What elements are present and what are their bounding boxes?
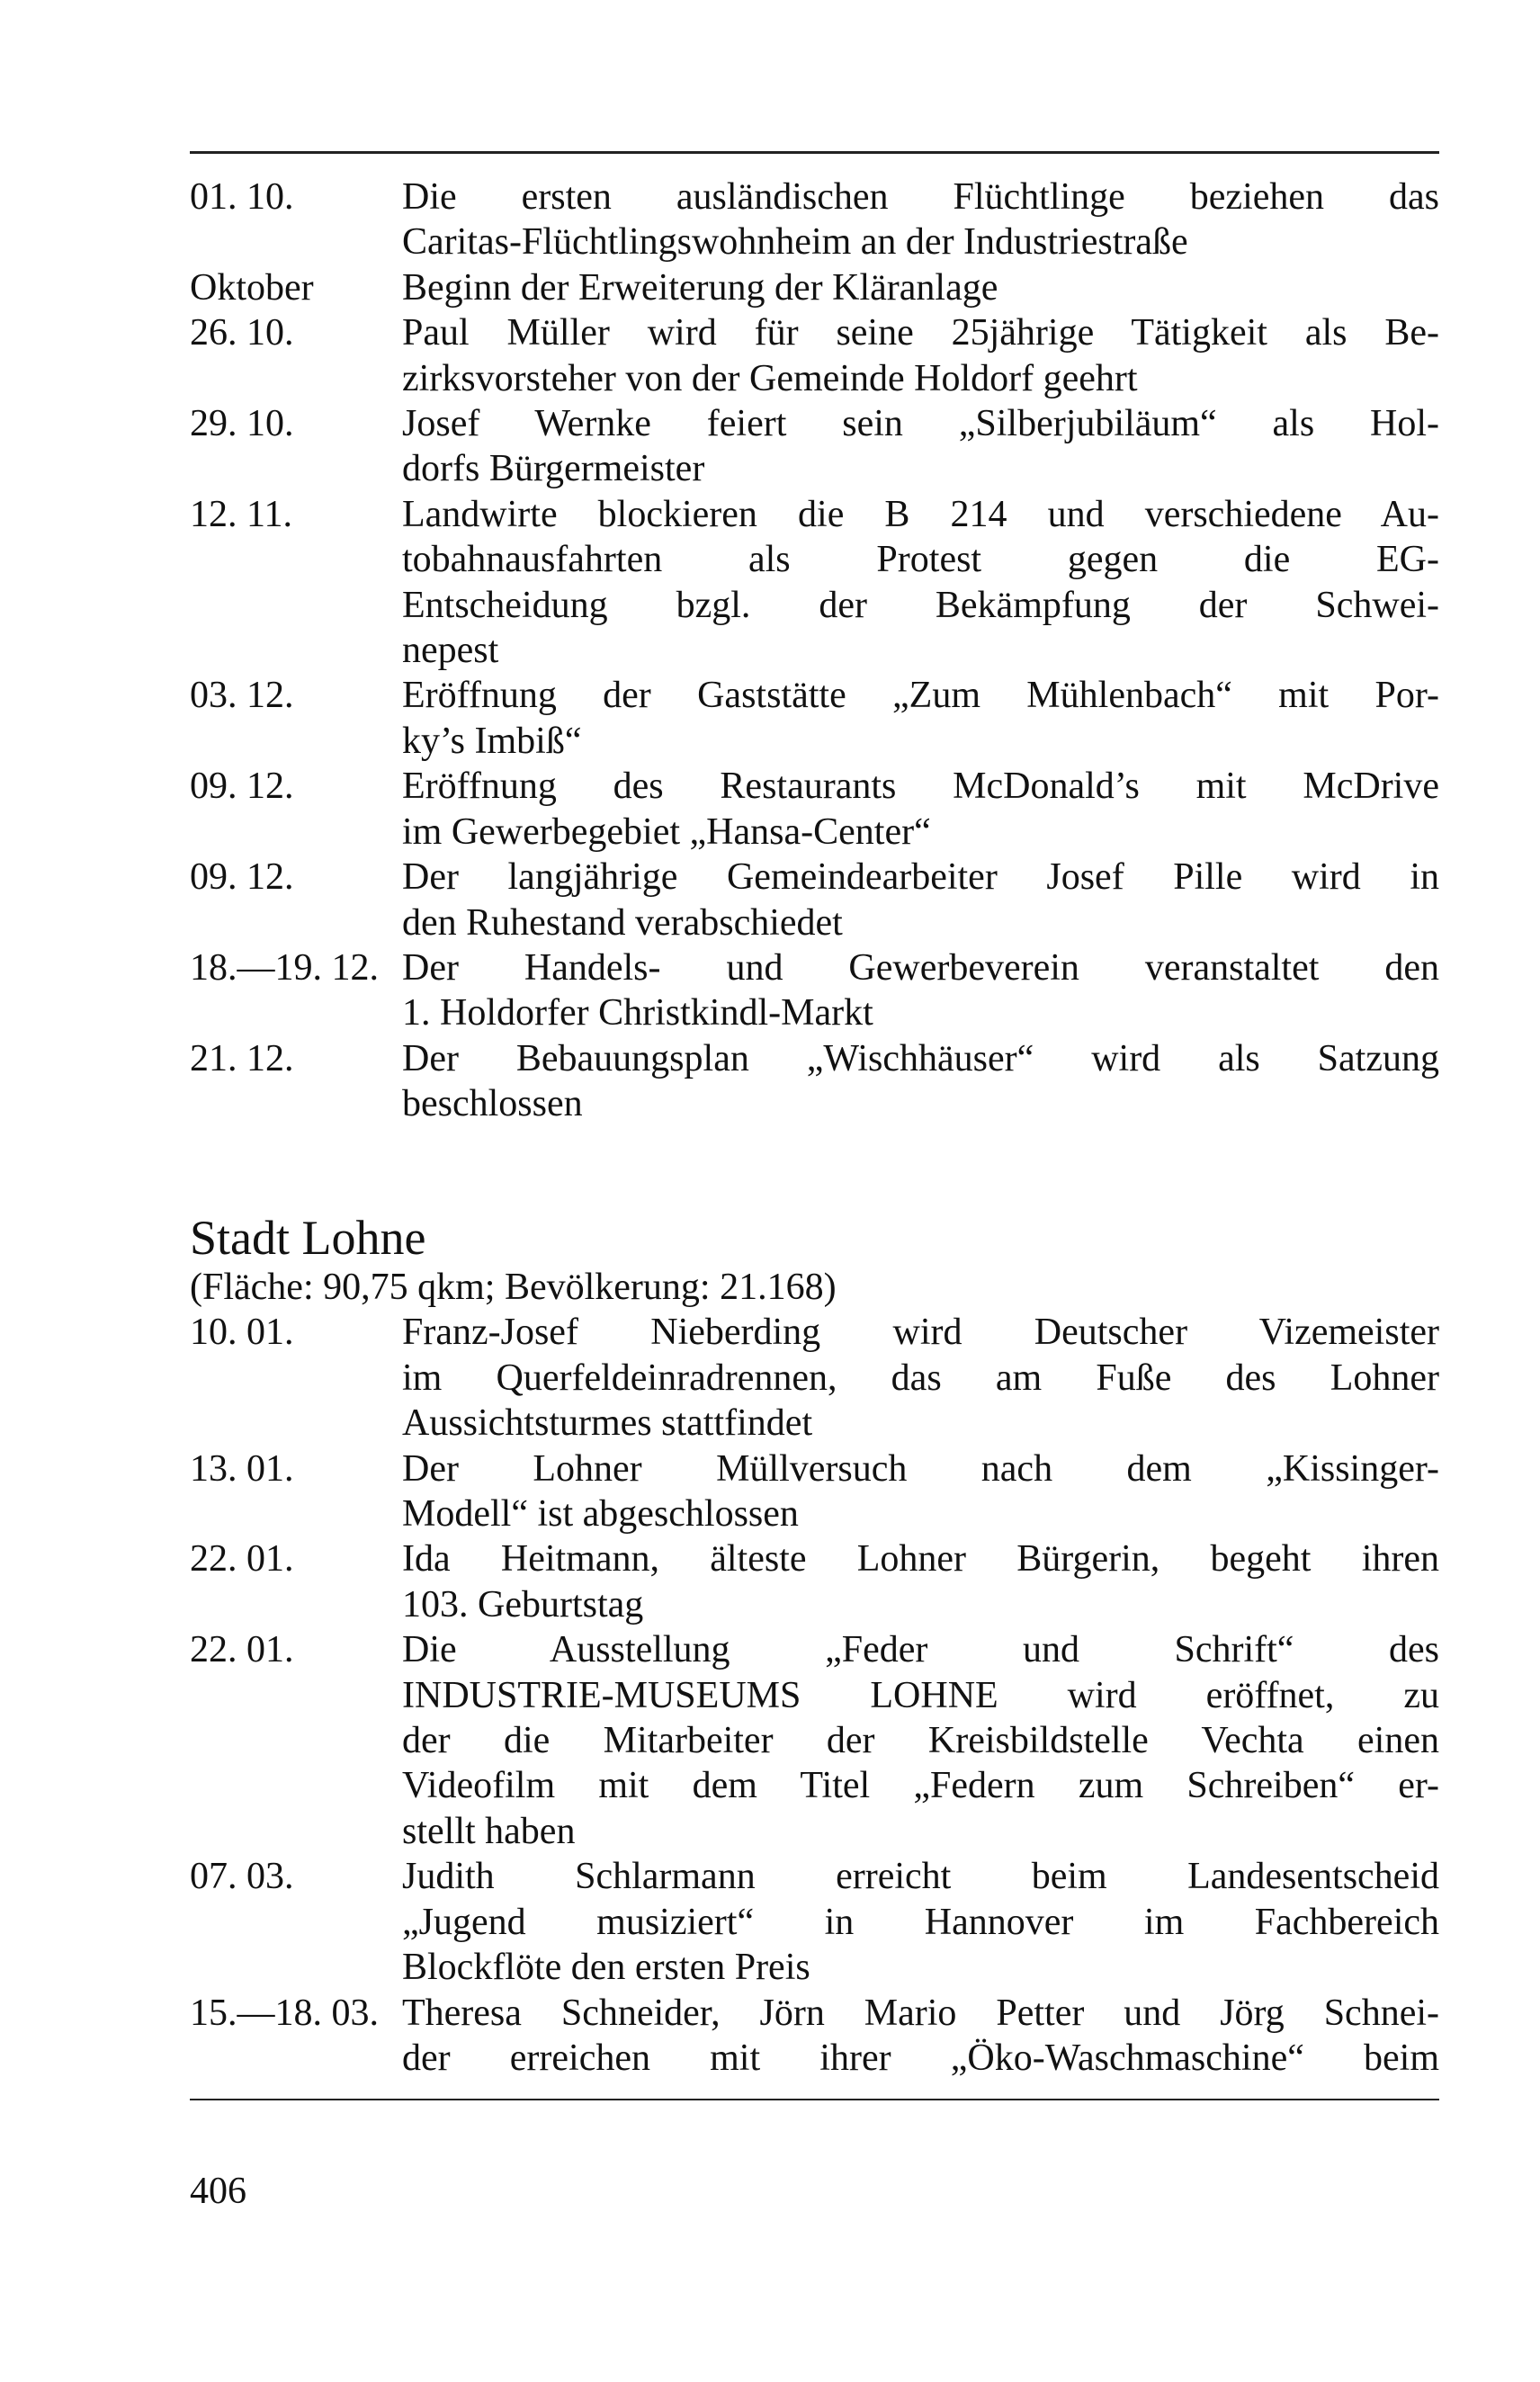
chronicle-section-holdorf [190, 175, 1439, 1127]
entry-date: Oktober [190, 266, 314, 309]
top-rule [190, 151, 1439, 154]
chronicle-entry [190, 855, 1439, 945]
entry-text-line: Der Lohner Müllversuch nach dem „Kissinger- [402, 1447, 1439, 1490]
entry-date: 12. 11. [190, 493, 292, 535]
entry-text-line: Die Ausstellung „Feder und Schrift“ des [402, 1629, 1439, 1671]
entry-text-line: Caritas-Flüchtlingswohnheim an der Industriestraße [402, 221, 1188, 264]
entry-text-line: den Ruhestand verabschiedet [402, 901, 843, 944]
entry-text-line: Der langjährige Gemeindearbeiter Josef Pille wird in [402, 856, 1439, 899]
entry-text [402, 1627, 1439, 1854]
entry-text-line: stellt haben [402, 1810, 576, 1852]
entry-text-line: Theresa Schneider, Jörn Mario Petter und Jörg Schnei- [402, 1992, 1439, 2034]
entry-date: 22. 01. [190, 1629, 294, 1671]
entry-date: 07. 03. [190, 1856, 294, 1898]
entry-text-line: Modell“ ist abgeschlossen [402, 1493, 799, 1536]
chronicle-entry [190, 492, 1439, 674]
entry-text-line: Franz-Josef Nieberding wird Deutscher Vizemeister [402, 1312, 1439, 1354]
entry-text-line: Ida Heitmann, älteste Lohner Bürgerin, begeht ihren [402, 1538, 1439, 1581]
entry-text-line: der die Mitarbeiter der Kreisbildstelle Vechta einen [402, 1720, 1439, 1762]
entry-text-line: Paul Müller wird für seine 25jährige Tätigkeit als Be- [402, 312, 1439, 354]
bottom-rule [190, 2099, 1439, 2100]
entry-date: 21. 12. [190, 1037, 294, 1079]
entry-text-line: Aussichtsturmes stattfindet [402, 1402, 813, 1445]
entry-text [402, 1036, 1439, 1127]
entry-date: 13. 01. [190, 1447, 294, 1490]
entry-text [402, 673, 1439, 764]
entry-text [402, 945, 1439, 1036]
entry-text [402, 1446, 1439, 1537]
entry-text [402, 401, 1439, 492]
entry-text-line: im Querfeldeinradrennen, das am Fuße des Lohner [402, 1357, 1439, 1399]
entry-date: 26. 10. [190, 312, 294, 354]
entry-text-line: Videofilm mit dem Titel „Federn zum Schreiben“ er- [402, 1765, 1439, 1807]
entry-text-line: nepest [402, 630, 499, 672]
chronicle-entry [190, 673, 1439, 764]
entry-date: 18.—19. 12. [190, 946, 379, 989]
chronicle-entry [190, 310, 1439, 401]
entry-text [402, 265, 1439, 310]
entry-text-line: Entscheidung bzgl. der Bekämpfung der Schwei- [402, 584, 1439, 626]
chronicle-entry [190, 945, 1439, 1036]
entry-date: 01. 10. [190, 176, 294, 218]
entry-date: 03. 12. [190, 675, 294, 717]
entry-text-line: Die ersten ausländischen Flüchtlinge beziehen das [402, 176, 1439, 218]
chronicle-entry [190, 764, 1439, 855]
section-heading: Stadt Lohne [190, 1211, 426, 1265]
chronicle-section-lohne [190, 1265, 1439, 2081]
entry-text [402, 492, 1439, 674]
chronicle-entry [190, 1036, 1439, 1127]
entry-text-line: Beginn der Erweiterung der Kläranlage [402, 266, 998, 309]
chronicle-entry [190, 1627, 1439, 1854]
entry-text-line: der erreichen mit ihrer „Öko-Waschmaschine“ beim [402, 2037, 1439, 2079]
entry-text [402, 855, 1439, 945]
entry-text [402, 310, 1439, 401]
entry-date: 09. 12. [190, 766, 294, 808]
chronicle-entry [190, 1991, 1439, 2082]
entry-text-line: Eröffnung des Restaurants McDonald’s mit McDrive [402, 766, 1439, 808]
section-meta: (Fläche: 90,75 qkm; Bevölkerung: 21.168) [190, 1267, 837, 1308]
chronicle-entry [190, 1310, 1439, 1446]
entry-text [402, 1536, 1439, 1627]
entry-text [402, 175, 1439, 265]
entry-text-line: dorfs Bürgermeister [402, 448, 705, 490]
entry-text [402, 1310, 1439, 1446]
entry-text-line: im Gewerbegebiet „Hansa-Center“ [402, 810, 931, 853]
entry-text-line: „Jugend musiziert“ in Hannover im Fachbereich [402, 1901, 1439, 1943]
entry-date: 29. 10. [190, 403, 294, 445]
chronicle-entry [190, 1446, 1439, 1537]
entry-text-line: INDUSTRIE-MUSEUMS LOHNE wird eröffnet, zu [402, 1674, 1439, 1716]
entry-date: 22. 01. [190, 1538, 294, 1581]
entry-text-line: ky’s Imbiß“ [402, 720, 582, 762]
entry-text-line: Der Handels- und Gewerbeverein veranstaltet den [402, 946, 1439, 989]
entry-text [402, 1991, 1439, 2082]
entry-text-line: Landwirte blockieren die B 214 und verschiedene Au- [402, 493, 1439, 535]
entry-date: 15.—18. 03. [190, 1992, 379, 2034]
entry-text-line: zirksvorsteher von der Gemeinde Holdorf geehrt [402, 357, 1138, 399]
entry-text-line: Blockflöte den ersten Preis [402, 1947, 810, 1989]
page-number: 406 [190, 2171, 246, 2212]
chronicle-entry [190, 175, 1439, 265]
entry-text-line: Josef Wernke feiert sein „Silberjubiläum“ als Hol- [402, 403, 1439, 445]
chronicle-entry [190, 1536, 1439, 1627]
entry-text [402, 1854, 1439, 1990]
entry-text-line: beschlossen [402, 1083, 583, 1125]
entry-date: 10. 01. [190, 1312, 294, 1354]
chronicle-entry [190, 265, 1439, 310]
entry-text-line: Judith Schlarmann erreicht beim Landesentscheid [402, 1856, 1439, 1898]
entry-text-line: tobahnausfahrten als Protest gegen die EG- [402, 539, 1439, 581]
entry-text-line: Der Bebauungsplan „Wischhäuser“ wird als Satzung [402, 1037, 1439, 1079]
entry-text-line: Eröffnung der Gaststätte „Zum Mühlenbach“ mit Por- [402, 675, 1439, 717]
chronicle-entry [190, 401, 1439, 492]
chronicle-entry [190, 1854, 1439, 1990]
entry-date: 09. 12. [190, 856, 294, 899]
entry-text-line: 1. Holdorfer Christkindl-Markt [402, 992, 873, 1034]
entry-text [402, 764, 1439, 855]
entry-text-line: 103. Geburtstag [402, 1583, 644, 1625]
